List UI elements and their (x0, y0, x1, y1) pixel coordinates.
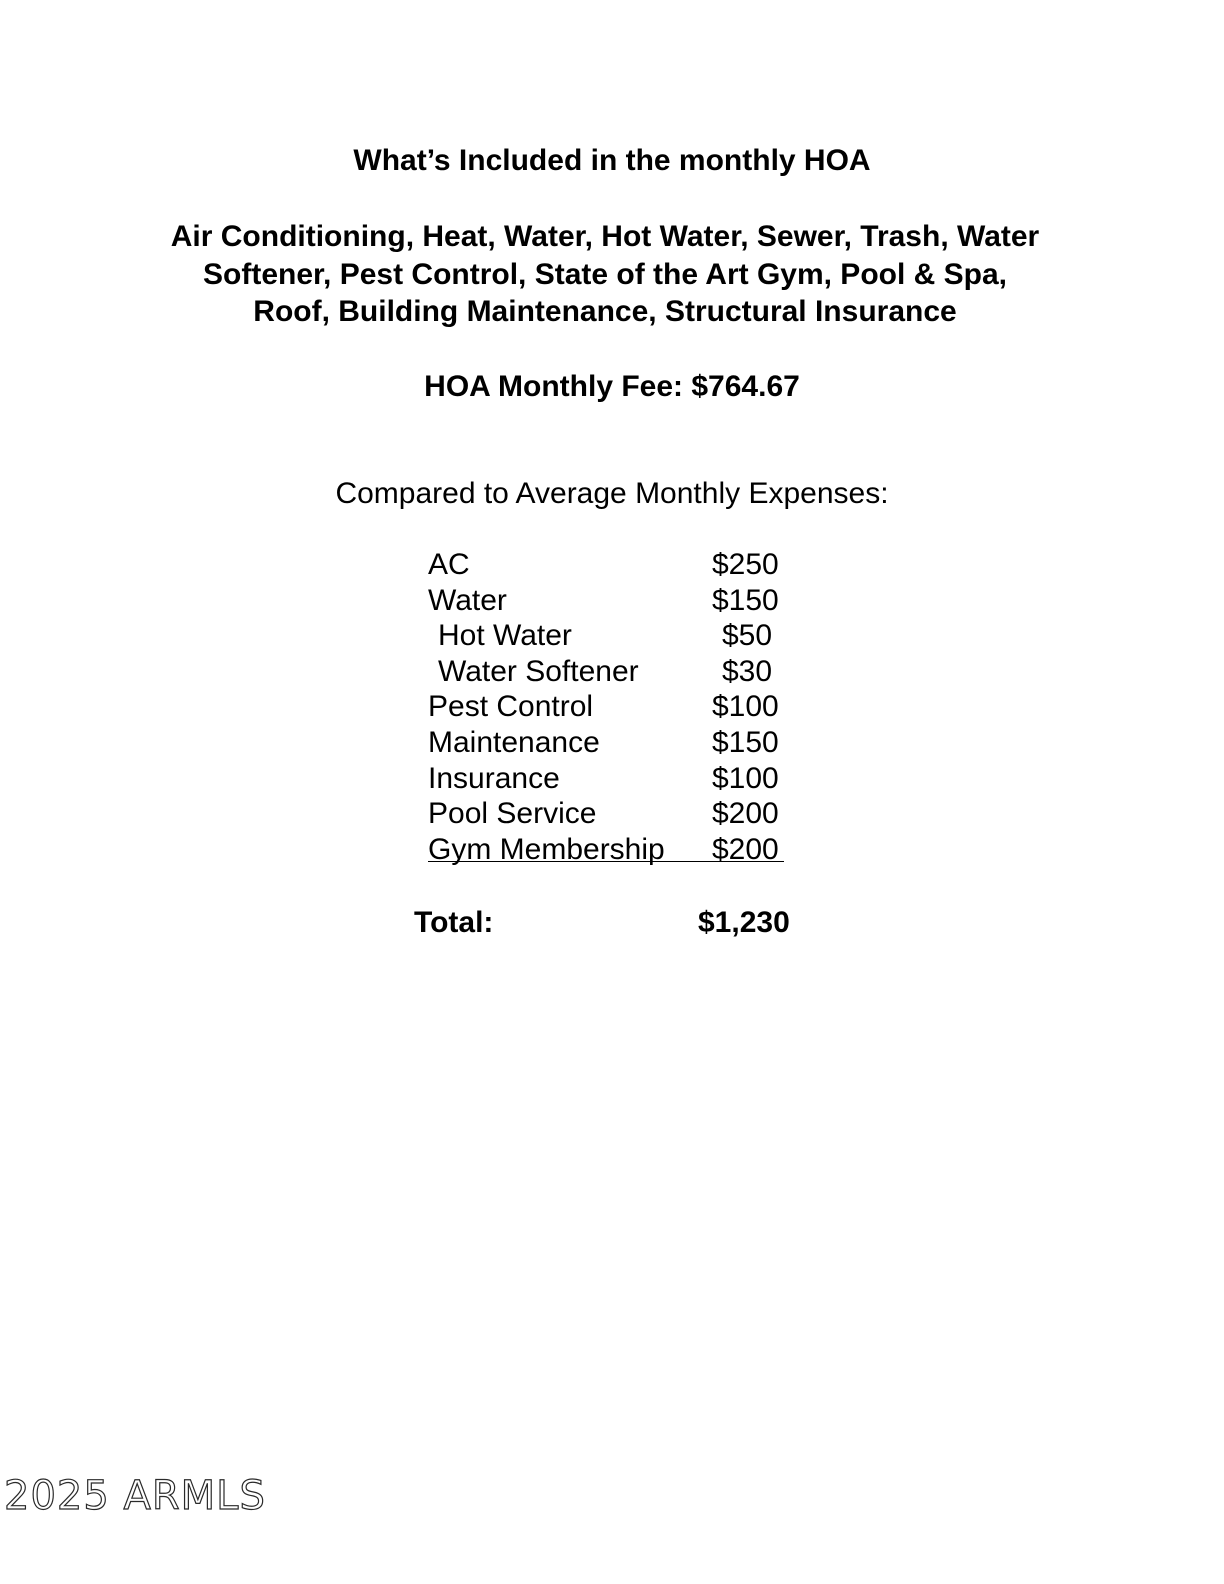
expense-label: Pool Service (428, 797, 597, 831)
expense-amount: $100 (712, 690, 779, 724)
expense-row-insurance (428, 761, 788, 797)
expense-row-maintenance (428, 725, 788, 761)
expense-amount: $200 (712, 832, 779, 866)
expense-row-ac (428, 547, 788, 583)
expense-row-water-softener (428, 654, 788, 690)
watermark: 2025 ARMLS (4, 1473, 266, 1519)
total-label: Total: (414, 906, 494, 939)
included-line: Softener, Pest Control, State of the Art Gym, Pool & Spa, (203, 257, 1007, 291)
included-line: Roof, Building Maintenance, Structural Insurance (253, 295, 957, 328)
page-title: What’s Included in the monthly HOA (353, 144, 871, 177)
expense-row-hot-water (428, 618, 788, 654)
expense-amount: $30 (722, 654, 773, 688)
included-line: Air Conditioning, Heat, Water, Hot Water, Sewer, Trash, Water (170, 220, 1040, 253)
expense-label: Pest Control (428, 690, 594, 724)
expense-amount: $50 (722, 619, 773, 653)
expense-list (428, 547, 788, 867)
expense-label: AC (428, 548, 470, 581)
expense-row-pool-service (428, 796, 788, 832)
expense-amount: $200 (712, 797, 779, 831)
included-services (130, 218, 1080, 331)
expense-row-pest-control (428, 689, 788, 725)
expense-label: Hot Water (438, 619, 572, 653)
compared-heading: Compared to Average Monthly Expenses: (335, 477, 889, 510)
expense-amount: $150 (712, 583, 779, 617)
expense-amount: $150 (712, 725, 779, 759)
total-row (414, 903, 814, 943)
hoa-monthly-fee: HOA Monthly Fee: $764.67 (424, 370, 800, 403)
expense-amount: $250 (712, 548, 779, 581)
expense-row-water (428, 583, 788, 619)
expense-amount: $100 (712, 761, 779, 795)
expense-label: Water (428, 583, 507, 617)
total-amount: $1,230 (698, 906, 790, 939)
expense-label: Gym Membership (428, 832, 665, 866)
expense-label: Insurance (428, 761, 560, 795)
expense-label: Maintenance (428, 725, 600, 759)
expense-row-gym-membership (428, 832, 788, 868)
expense-label: Water Softener (438, 654, 639, 688)
